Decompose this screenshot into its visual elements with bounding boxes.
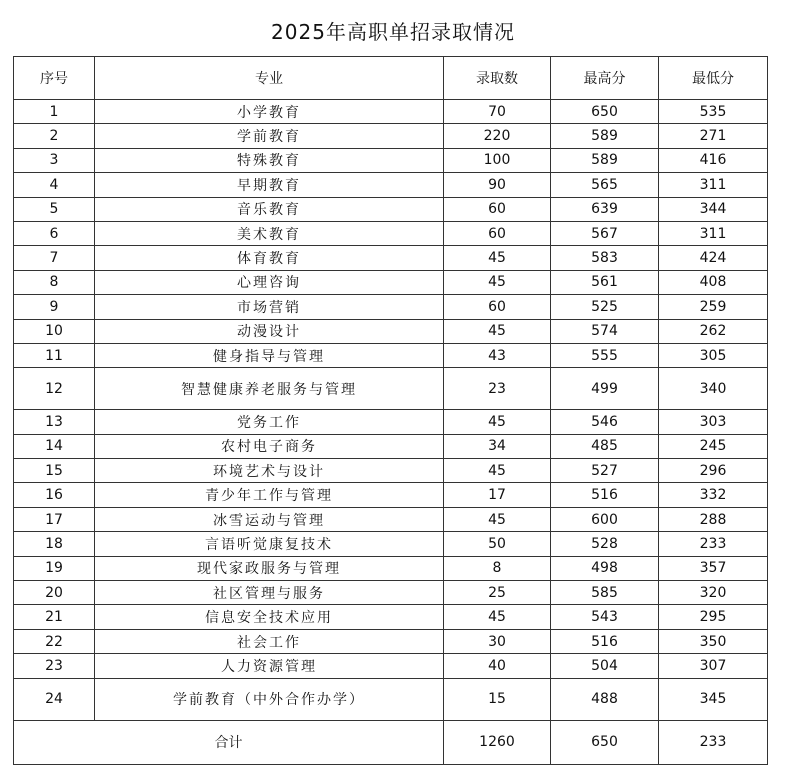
- total-admitted: 1260: [444, 720, 551, 764]
- table-body: [14, 100, 768, 721]
- table-header-row: [14, 57, 768, 100]
- cell-index: 18: [14, 532, 95, 556]
- cell-admitted: 45: [444, 459, 551, 483]
- cell-admitted: 30: [444, 629, 551, 653]
- table-row: [14, 581, 768, 605]
- table-row: [14, 629, 768, 653]
- cell-max-score: 585: [551, 581, 659, 605]
- cell-index: 10: [14, 319, 95, 343]
- cell-max-score: 589: [551, 148, 659, 172]
- cell-admitted: 60: [444, 221, 551, 245]
- cell-index: 3: [14, 148, 95, 172]
- cell-min-score: 296: [659, 459, 768, 483]
- cell-major: 美术教育: [95, 221, 444, 245]
- cell-major: 市场营销: [95, 295, 444, 319]
- cell-min-score: 245: [659, 434, 768, 458]
- cell-min-score: 332: [659, 483, 768, 507]
- table-row: [14, 368, 768, 410]
- cell-min-score: 320: [659, 581, 768, 605]
- cell-index: 17: [14, 507, 95, 531]
- table-row: [14, 124, 768, 148]
- cell-major: 环境艺术与设计: [95, 459, 444, 483]
- cell-max-score: 528: [551, 532, 659, 556]
- cell-min-score: 416: [659, 148, 768, 172]
- cell-max-score: 565: [551, 173, 659, 197]
- total-max-score: 650: [551, 720, 659, 764]
- cell-major: 社会工作: [95, 629, 444, 653]
- table-row: [14, 246, 768, 270]
- table-row: [14, 678, 768, 720]
- cell-index: 2: [14, 124, 95, 148]
- cell-min-score: 288: [659, 507, 768, 531]
- cell-min-score: 311: [659, 221, 768, 245]
- cell-max-score: 488: [551, 678, 659, 720]
- cell-admitted: 70: [444, 100, 551, 124]
- cell-admitted: 50: [444, 532, 551, 556]
- header-max-score: 最高分: [551, 57, 659, 100]
- cell-admitted: 25: [444, 581, 551, 605]
- cell-max-score: 504: [551, 654, 659, 678]
- table-row: [14, 532, 768, 556]
- cell-major: 农村电子商务: [95, 434, 444, 458]
- cell-min-score: 345: [659, 678, 768, 720]
- cell-max-score: 583: [551, 246, 659, 270]
- cell-admitted: 45: [444, 507, 551, 531]
- cell-index: 16: [14, 483, 95, 507]
- cell-major: 现代家政服务与管理: [95, 556, 444, 580]
- cell-major: 音乐教育: [95, 197, 444, 221]
- cell-max-score: 527: [551, 459, 659, 483]
- header-index: 序号: [14, 57, 95, 100]
- cell-index: 24: [14, 678, 95, 720]
- cell-major: 社区管理与服务: [95, 581, 444, 605]
- cell-admitted: 45: [444, 319, 551, 343]
- cell-min-score: 305: [659, 343, 768, 367]
- cell-max-score: 543: [551, 605, 659, 629]
- cell-index: 6: [14, 221, 95, 245]
- cell-index: 14: [14, 434, 95, 458]
- table-row: [14, 197, 768, 221]
- table-row: [14, 319, 768, 343]
- cell-major: 言语听觉康复技术: [95, 532, 444, 556]
- cell-max-score: 485: [551, 434, 659, 458]
- cell-major: 党务工作: [95, 410, 444, 434]
- table-row: [14, 459, 768, 483]
- cell-major: 早期教育: [95, 173, 444, 197]
- cell-min-score: 424: [659, 246, 768, 270]
- cell-index: 19: [14, 556, 95, 580]
- cell-admitted: 17: [444, 483, 551, 507]
- table-row: [14, 148, 768, 172]
- total-label: 合计: [14, 720, 444, 764]
- table-row: [14, 507, 768, 531]
- cell-major: 人力资源管理: [95, 654, 444, 678]
- cell-major: 学前教育（中外合作办学）: [95, 678, 444, 720]
- table-row: [14, 434, 768, 458]
- header-major: 专业: [95, 57, 444, 100]
- cell-max-score: 567: [551, 221, 659, 245]
- cell-major: 青少年工作与管理: [95, 483, 444, 507]
- cell-index: 7: [14, 246, 95, 270]
- cell-min-score: 408: [659, 270, 768, 294]
- cell-max-score: 589: [551, 124, 659, 148]
- table-row: [14, 270, 768, 294]
- cell-max-score: 498: [551, 556, 659, 580]
- total-row: [14, 720, 768, 764]
- cell-index: 1: [14, 100, 95, 124]
- cell-max-score: 516: [551, 483, 659, 507]
- cell-major: 体育教育: [95, 246, 444, 270]
- cell-max-score: 561: [551, 270, 659, 294]
- table-row: [14, 221, 768, 245]
- table-row: [14, 295, 768, 319]
- cell-major: 智慧健康养老服务与管理: [95, 368, 444, 410]
- cell-min-score: 344: [659, 197, 768, 221]
- cell-admitted: 60: [444, 197, 551, 221]
- cell-major: 信息安全技术应用: [95, 605, 444, 629]
- table-row: [14, 556, 768, 580]
- cell-max-score: 555: [551, 343, 659, 367]
- table-row: [14, 410, 768, 434]
- cell-index: 9: [14, 295, 95, 319]
- cell-admitted: 40: [444, 654, 551, 678]
- cell-admitted: 100: [444, 148, 551, 172]
- cell-major: 小学教育: [95, 100, 444, 124]
- cell-admitted: 8: [444, 556, 551, 580]
- cell-index: 4: [14, 173, 95, 197]
- table-row: [14, 483, 768, 507]
- cell-admitted: 23: [444, 368, 551, 410]
- cell-admitted: 15: [444, 678, 551, 720]
- cell-max-score: 546: [551, 410, 659, 434]
- cell-major: 特殊教育: [95, 148, 444, 172]
- table-row: [14, 100, 768, 124]
- cell-min-score: 271: [659, 124, 768, 148]
- cell-min-score: 303: [659, 410, 768, 434]
- cell-index: 5: [14, 197, 95, 221]
- cell-index: 11: [14, 343, 95, 367]
- cell-index: 20: [14, 581, 95, 605]
- cell-min-score: 295: [659, 605, 768, 629]
- cell-major: 心理咨询: [95, 270, 444, 294]
- cell-index: 12: [14, 368, 95, 410]
- cell-admitted: 45: [444, 605, 551, 629]
- cell-index: 23: [14, 654, 95, 678]
- cell-min-score: 262: [659, 319, 768, 343]
- admission-table: [13, 56, 768, 765]
- cell-admitted: 90: [444, 173, 551, 197]
- cell-admitted: 60: [444, 295, 551, 319]
- cell-major: 动漫设计: [95, 319, 444, 343]
- cell-index: 15: [14, 459, 95, 483]
- cell-index: 8: [14, 270, 95, 294]
- cell-min-score: 535: [659, 100, 768, 124]
- cell-admitted: 45: [444, 410, 551, 434]
- page-title: 2025年高职单招录取情况: [271, 20, 515, 44]
- cell-max-score: 574: [551, 319, 659, 343]
- cell-major: 冰雪运动与管理: [95, 507, 444, 531]
- table-row: [14, 173, 768, 197]
- cell-admitted: 45: [444, 270, 551, 294]
- cell-major: 学前教育: [95, 124, 444, 148]
- cell-index: 22: [14, 629, 95, 653]
- cell-admitted: 34: [444, 434, 551, 458]
- header-min-score: 最低分: [659, 57, 768, 100]
- cell-index: 21: [14, 605, 95, 629]
- cell-max-score: 600: [551, 507, 659, 531]
- cell-min-score: 357: [659, 556, 768, 580]
- cell-max-score: 525: [551, 295, 659, 319]
- table-row: [14, 654, 768, 678]
- cell-max-score: 650: [551, 100, 659, 124]
- cell-admitted: 220: [444, 124, 551, 148]
- cell-index: 13: [14, 410, 95, 434]
- cell-min-score: 259: [659, 295, 768, 319]
- cell-min-score: 233: [659, 532, 768, 556]
- cell-max-score: 639: [551, 197, 659, 221]
- cell-admitted: 45: [444, 246, 551, 270]
- cell-min-score: 307: [659, 654, 768, 678]
- header-admitted: 录取数: [444, 57, 551, 100]
- total-min-score: 233: [659, 720, 768, 764]
- cell-major: 健身指导与管理: [95, 343, 444, 367]
- cell-min-score: 311: [659, 173, 768, 197]
- cell-min-score: 350: [659, 629, 768, 653]
- cell-min-score: 340: [659, 368, 768, 410]
- table-row: [14, 343, 768, 367]
- table-row: [14, 605, 768, 629]
- cell-max-score: 499: [551, 368, 659, 410]
- cell-admitted: 43: [444, 343, 551, 367]
- cell-max-score: 516: [551, 629, 659, 653]
